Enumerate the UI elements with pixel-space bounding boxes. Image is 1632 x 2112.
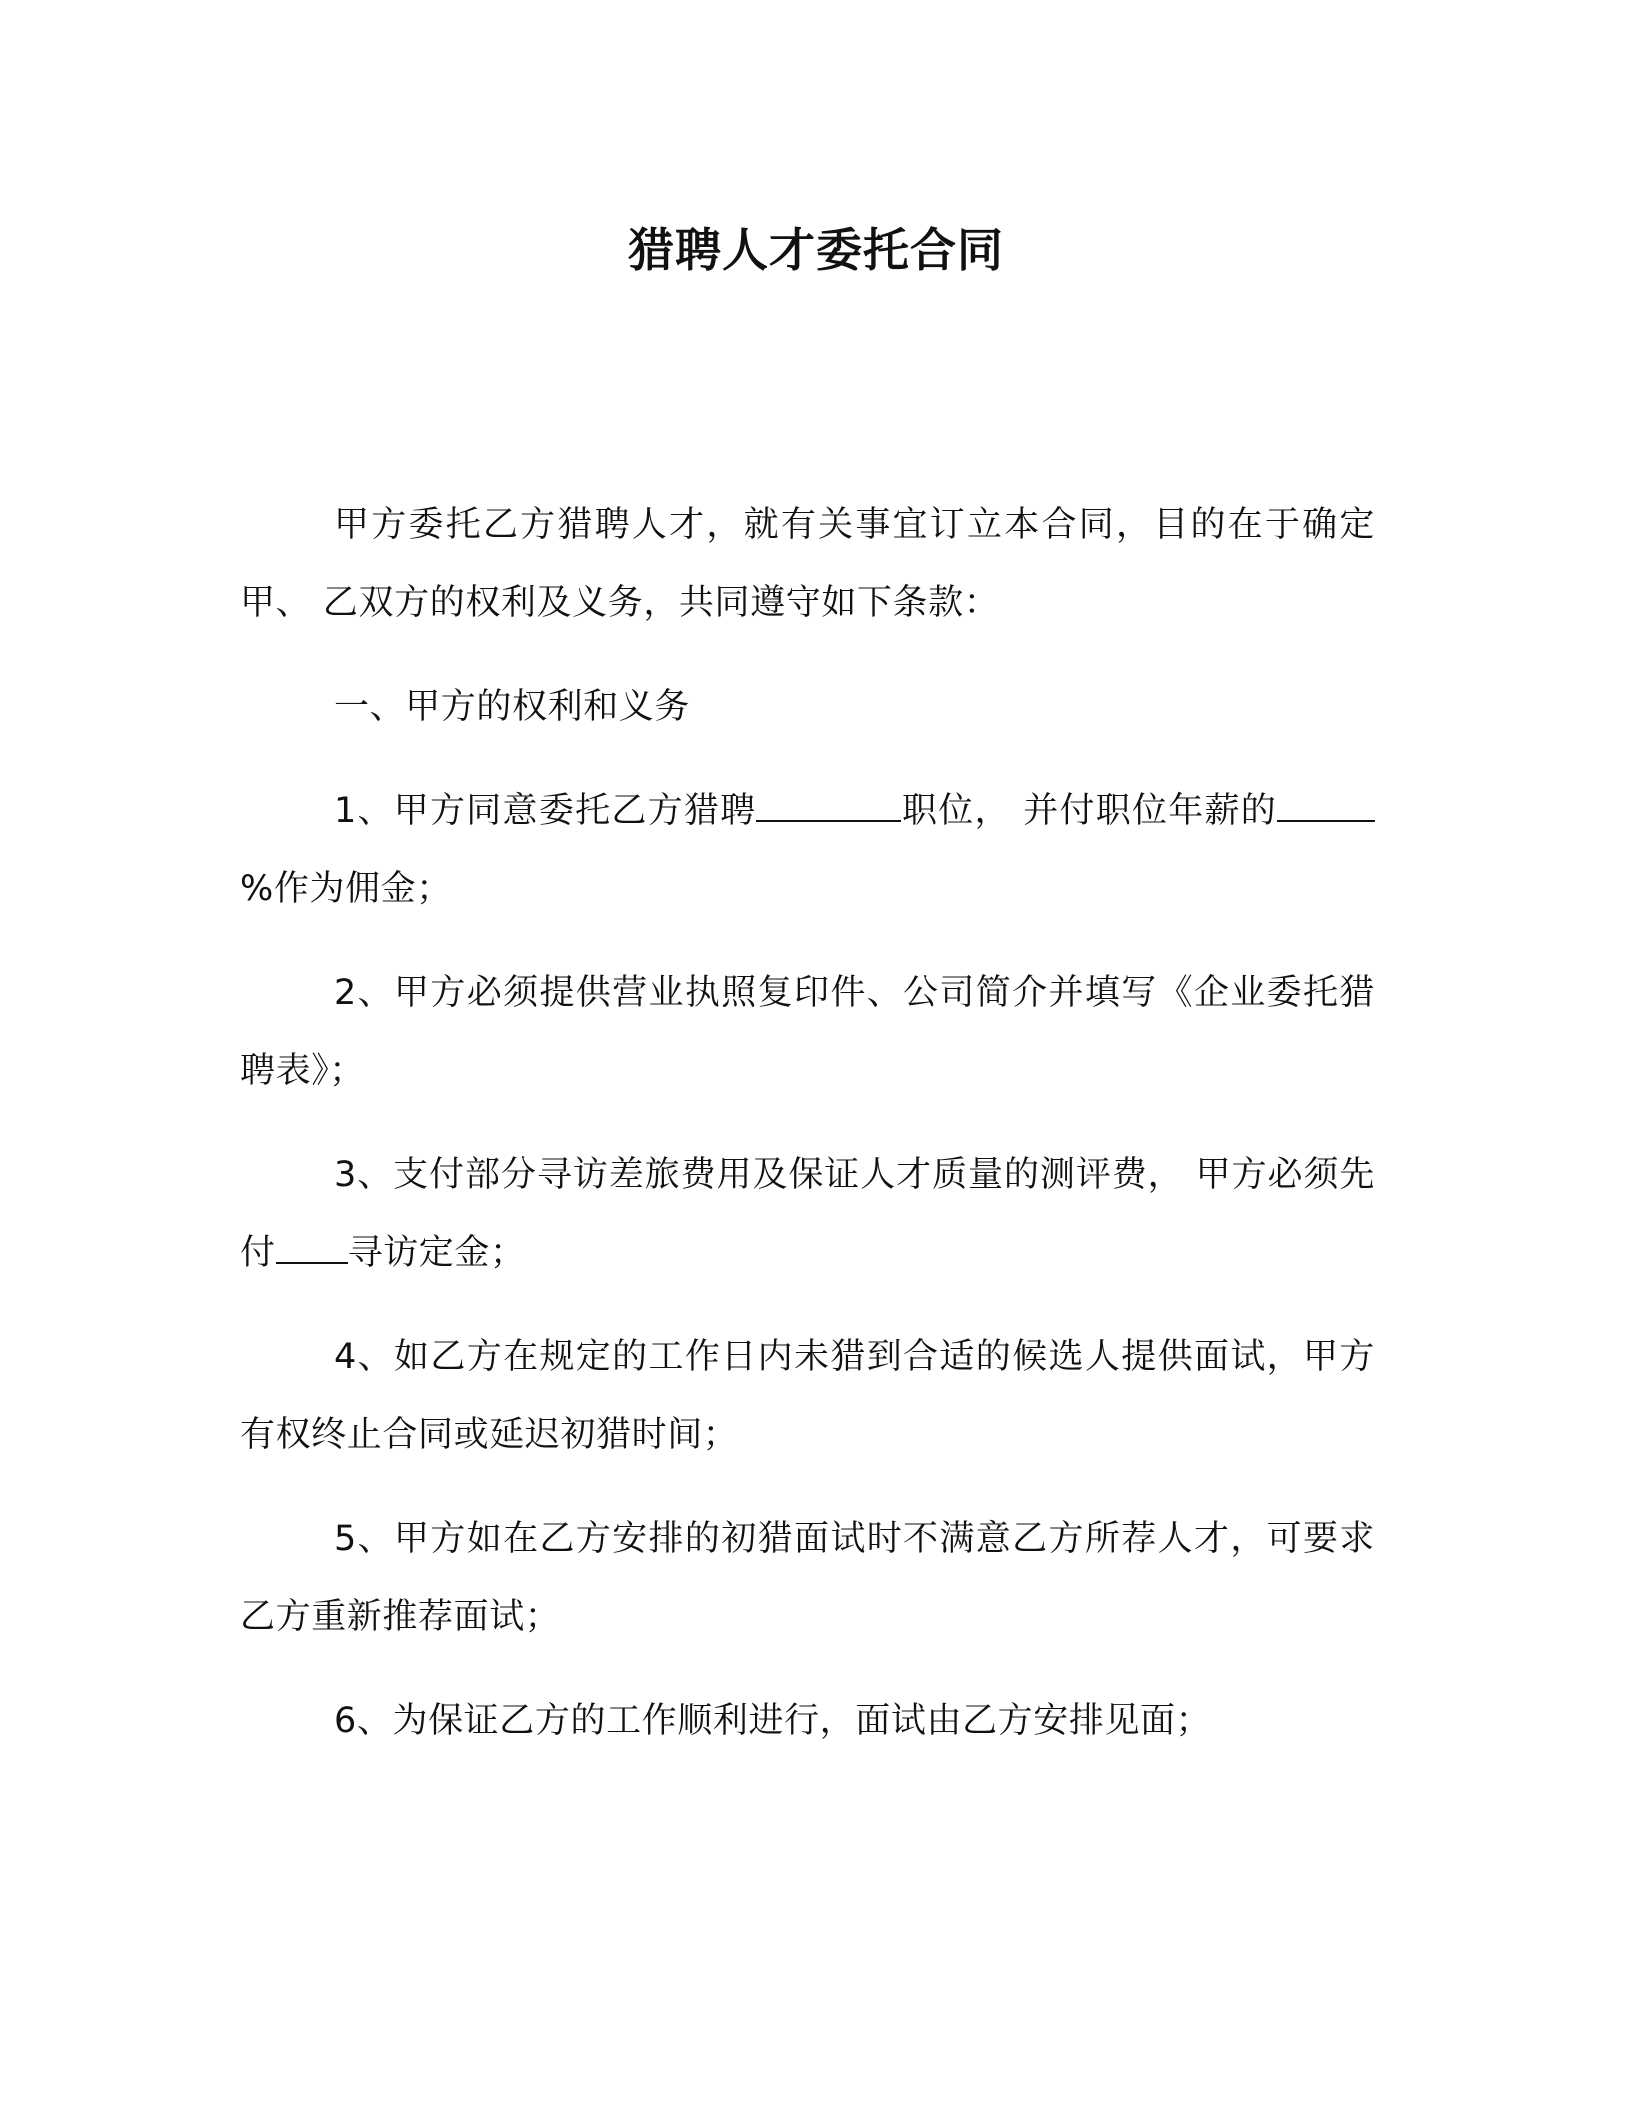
- intro-paragraph: 甲方委托乙方猎聘人才，就有关事宜订立本合同，目的在于确定甲、 乙双方的权利及义务，共同遵守如下条款：: [240, 505, 1375, 623]
- clause-2: 2、甲方必须提供营业执照复印件、公司简介并填写《企业委托猎聘表》；: [240, 973, 1375, 1091]
- clause-1-text-c: %作为佣金；: [240, 869, 452, 909]
- clause-3-text-a: 3、支付部分寻访差旅费用及保证人才质量的测评费， 甲方必须先付: [240, 1155, 1375, 1273]
- document-title: 猎聘人才委托合同: [628, 223, 1004, 277]
- clause-6: 6、为保证乙方的工作顺利进行，面试由乙方安排见面；: [334, 1701, 1212, 1741]
- clause-3-text-b: 寻访定金；: [347, 1233, 526, 1273]
- position-blank: [756, 790, 901, 822]
- deposit-blank: [276, 1232, 348, 1264]
- section-heading: 一、甲方的权利和义务: [334, 687, 691, 727]
- clause-4: 4、如乙方在规定的工作日内未猎到合适的候选人提供面试，甲方有权终止合同或延迟初猎时间；: [240, 1337, 1375, 1455]
- clause-1: [240, 772, 1375, 928]
- document-body: [240, 486, 1375, 1786]
- clause-5: 5、甲方如在乙方安排的初猎面试时不满意乙方所荐人才，可要求乙方重新推荐面试；: [240, 1519, 1375, 1637]
- commission-percent-blank: [1277, 790, 1375, 822]
- clause-3: [240, 1136, 1375, 1292]
- clause-1-text-a: 1、甲方同意委托乙方猎聘: [334, 791, 757, 831]
- clause-1-text-b: 职位， 并付职位年薪的: [901, 791, 1277, 831]
